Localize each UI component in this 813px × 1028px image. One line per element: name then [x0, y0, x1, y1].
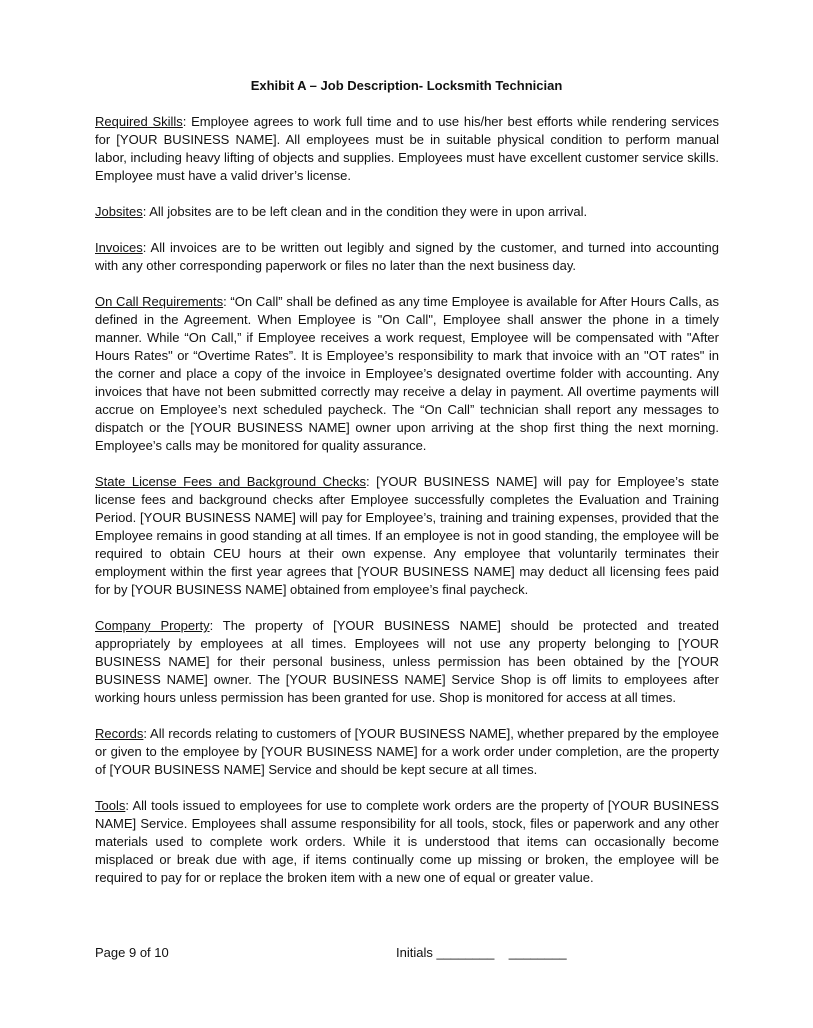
- section-text: : The property of [YOUR BUSINESS NAME] should be protected and treated appropriately by employees at all times. Employees will not use any property belonging to [YOUR BUSINESS NAME] for their personal business, unless permission has been obtained by the [YOUR BUSINESS NAME] owner. The [YOUR BUSINESS NAME] Service Shop is off limits to employees after working hours unless permission has been granted for use. Shop is monitored for access at all times.: [95, 618, 719, 705]
- section-text: : All jobsites are to be left clean and in the condition they were in upon arrival.: [142, 204, 588, 219]
- document-title: Exhibit A – Job Description- Locksmith Technician: [250, 78, 563, 93]
- section-heading: Jobsites: [95, 204, 143, 219]
- document-body: [95, 113, 719, 905]
- section-text: : All invoices are to be written out legibly and signed by the customer, and turned into accounting with any other corresponding paperwork or files no later than the next business day.: [95, 240, 719, 273]
- section-heading: Required Skills: [95, 114, 183, 129]
- section-heading: Invoices: [95, 240, 143, 255]
- section-heading: On Call Requirements: [95, 294, 224, 309]
- section-heading: Records: [95, 726, 144, 741]
- initials-line: Initials ________ ________: [396, 945, 567, 960]
- section-state-license-fees: [95, 473, 719, 599]
- section-text: : All records relating to customers of [YOUR BUSINESS NAME], whether prepared by the employee or given to the employee by [YOUR BUSINESS NAME] for a work order under completion, are the property of [YOUR BUSINESS NAME] Service and should be kept secure at all times.: [95, 726, 719, 777]
- section-required-skills: [95, 113, 719, 185]
- section-heading: State License Fees and Background Checks: [95, 474, 366, 489]
- section-invoices: [95, 239, 719, 275]
- section-on-call-requirements: [95, 293, 719, 455]
- section-text: : Employee agrees to work full time and to use his/her best efforts while rendering services for [YOUR BUSINESS NAME]. All employees must be in suitable physical condition to perform manual labor, including heavy lifting of objects and supplies. Employees must have excellent customer service skills. Employee must have a valid driver’s license.: [95, 114, 720, 183]
- page-number: Page 9 of 10: [95, 945, 169, 960]
- section-records: [95, 725, 719, 779]
- section-company-property: [95, 617, 719, 707]
- section-heading: Tools: [95, 798, 126, 813]
- section-jobsites: [95, 203, 719, 221]
- section-heading: Company Property: [95, 618, 210, 633]
- section-text: : All tools issued to employees for use to complete work orders are the property of [YOUR BUSINESS NAME] Service. Employees shall assume responsibility for all tools, stock, files or paperwork and any other materials used to complete work orders. While it is understood that items can occasionally become misplaced or break due with age, if items continually come up missing or broken, the employee will be required to pay for or replace the broken item with a new one of equal or greater value.: [95, 798, 719, 885]
- section-text: : “On Call” shall be defined as any time Employee is available for After Hours Calls, as defined in the Agreement. When Employee is "On Call", Employee shall answer the phone in a timely manner. While “On Call,” if Employee receives a work request, Employee will be compensated with "After Hours Rates" or “Overtime Rates”. It is Employee’s responsibility to mark that invoice with an "OT rates" in the corner and place a copy of the invoice in Employee’s designated overtime folder with accounting. Any invoices that have not been submitted correctly may receive a delay in payment. All overtime payments will accrue on Employee’s next scheduled paycheck. The “On Call” technician shall report any messages to dispatch or the [YOUR BUSINESS NAME] owner upon arriving at the shop first thing the next morning. Employee’s calls may be monitored for quality assurance.: [95, 294, 719, 453]
- section-text: : [YOUR BUSINESS NAME] will pay for Employee’s state license fees and background checks after Employee successfully completes the Evaluation and Training Period. [YOUR BUSINESS NAME] will pay for Employee’s, training and training expenses, provided that the Employee remains in good standing at all times. If an employee is not in good standing, the employee will be required to obtain CEU hours at their own expense. Any employee that voluntarily terminates their employment within the first year agrees that [YOUR BUSINESS NAME] may deduct all licensing fees paid for by [YOUR BUSINESS NAME] obtained from employee’s final paycheck.: [95, 474, 719, 597]
- section-tools: [95, 797, 719, 887]
